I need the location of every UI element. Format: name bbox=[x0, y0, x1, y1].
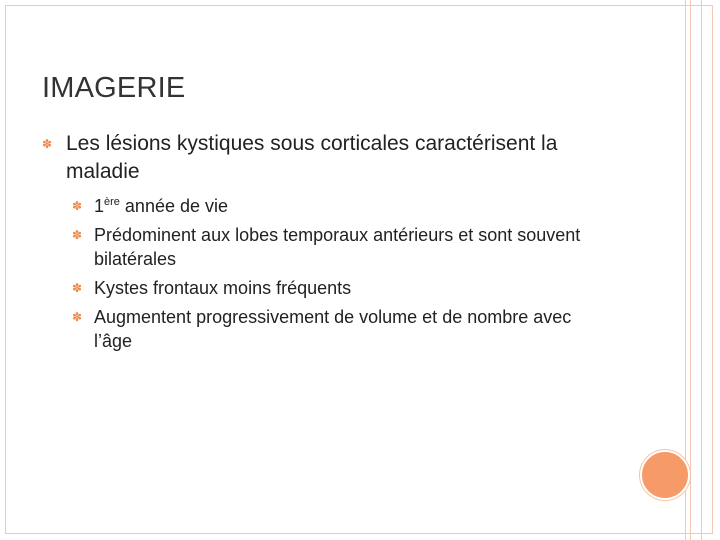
sub-point-4 bbox=[72, 305, 602, 353]
decor-circle bbox=[640, 450, 690, 500]
slide-title: IMAGERIE bbox=[42, 72, 186, 104]
sub-point-1-text: année de vie bbox=[119, 196, 229, 216]
sub-point-3-text: Kystes frontaux moins fréquents bbox=[94, 278, 352, 298]
sub-point-2 bbox=[72, 223, 602, 271]
sub-point-1-number: 1 bbox=[94, 196, 105, 216]
sub-point-2-text: Prédominent aux lobes temporaux antérieurs et sont souvent bilatérales bbox=[94, 225, 581, 269]
content-list bbox=[42, 130, 602, 358]
sub-point-1 bbox=[72, 194, 602, 218]
sub-point-list bbox=[42, 194, 602, 353]
main-point-text: Les lésions kystiques sous corticales caractérisent la maladie bbox=[66, 132, 558, 183]
right-decor-line-2 bbox=[690, 0, 691, 540]
gear-bullet-icon: ✽ bbox=[72, 281, 83, 295]
gear-bullet-icon: ✽ bbox=[72, 310, 83, 324]
sub-point-3 bbox=[72, 276, 602, 300]
right-decor-line-1 bbox=[685, 0, 686, 540]
sub-point-1-superscript: ère bbox=[104, 196, 120, 208]
main-point bbox=[42, 130, 602, 186]
gear-bullet-icon: ✽ bbox=[42, 137, 53, 151]
gear-bullet-icon: ✽ bbox=[72, 228, 83, 242]
sub-point-4-text: Augmentent progressivement de volume et de nombre avec l’âge bbox=[94, 307, 572, 351]
gear-bullet-icon: ✽ bbox=[72, 199, 83, 213]
right-decor-line-3 bbox=[701, 0, 702, 540]
